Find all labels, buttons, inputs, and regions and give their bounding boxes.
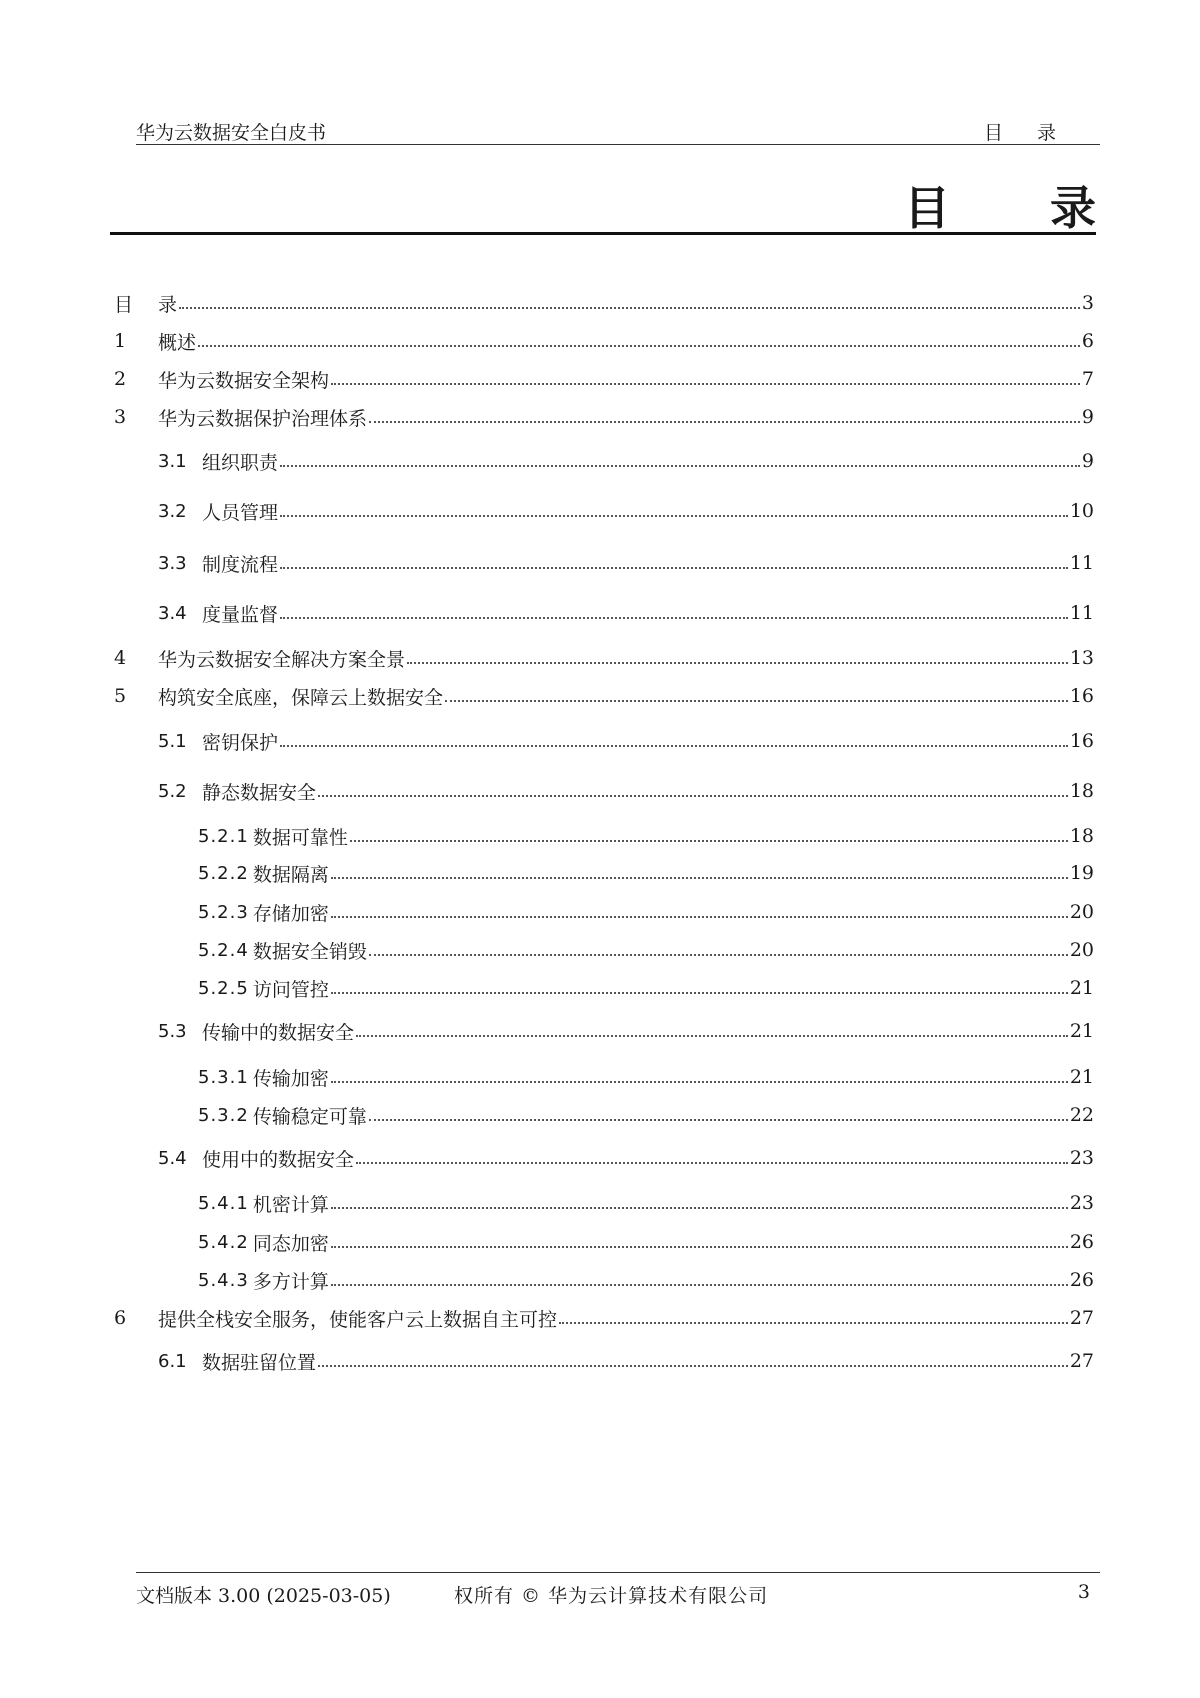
- toc-entry-title: 度量监督: [202, 603, 279, 626]
- toc-entry-number: 5.1: [158, 730, 187, 752]
- toc-dot-leader: [331, 916, 1068, 918]
- toc-entry-title: 同态加密: [252, 1232, 329, 1255]
- toc-entry-title: 概述: [158, 331, 197, 354]
- toc-dot-leader: [280, 465, 1080, 467]
- toc-entry[interactable]: [158, 1143, 1094, 1173]
- toc-entry[interactable]: [158, 1016, 1094, 1046]
- page-footer: [136, 1572, 1100, 1607]
- toc-entry-page: 27: [1069, 1350, 1094, 1372]
- toc-entry-title: 华为云数据保护治理体系: [158, 407, 368, 430]
- toc-dot-leader: [331, 992, 1068, 994]
- toc-entry[interactable]: [114, 364, 1094, 394]
- toc-entry-title: 传输稳定可靠: [252, 1105, 367, 1128]
- toc-entry[interactable]: [114, 288, 1094, 318]
- page-title: 目 录: [903, 181, 1138, 235]
- toc-dot-leader: [331, 1246, 1068, 1248]
- toc-entry[interactable]: [114, 643, 1094, 673]
- toc-entry[interactable]: [158, 1346, 1094, 1376]
- toc-entry-page: 16: [1069, 730, 1094, 752]
- toc-entry-number: 3: [114, 406, 127, 428]
- toc-entry[interactable]: [198, 821, 1094, 851]
- toc-entry-title: 数据安全销毁: [252, 940, 367, 963]
- toc-entry[interactable]: [198, 935, 1094, 965]
- toc-dot-leader: [407, 662, 1068, 664]
- toc-entry[interactable]: [158, 496, 1094, 526]
- toc-dot-leader: [280, 617, 1068, 619]
- toc-entry-page: 23: [1069, 1147, 1094, 1169]
- toc-entry-title: 制度流程: [202, 553, 279, 576]
- toc-dot-leader: [331, 1207, 1068, 1209]
- toc-entry-title: 组织职责: [202, 451, 279, 474]
- toc-entry-title: 数据驻留位置: [202, 1351, 317, 1374]
- toc-entry-number: 3.2: [158, 500, 187, 522]
- toc-entry-title: 人员管理: [202, 501, 279, 524]
- toc-entry-page: 20: [1069, 901, 1094, 923]
- toc-entry-title: 华为云数据安全解决方案全景: [158, 648, 406, 671]
- toc-entry[interactable]: [114, 681, 1094, 711]
- toc-entry-title: 访问管控: [252, 978, 329, 1001]
- toc-entry-page: 11: [1069, 602, 1094, 624]
- toc-entry[interactable]: [158, 776, 1094, 806]
- toc-entry-page: 18: [1069, 825, 1094, 847]
- toc-dot-leader: [280, 745, 1068, 747]
- toc-entry-number: 5.3: [158, 1020, 187, 1042]
- toc-entry-page: 7: [1081, 368, 1094, 390]
- toc-entry[interactable]: [198, 1227, 1094, 1257]
- toc-entry-number: 5.4: [158, 1147, 187, 1169]
- toc-entry-page: 19: [1069, 862, 1094, 884]
- toc-entry[interactable]: [158, 598, 1094, 628]
- toc-dot-leader: [356, 1035, 1068, 1037]
- toc-entry-title: 数据隔离: [252, 863, 329, 886]
- toc-entry-title: 华为云数据安全架构: [158, 369, 330, 392]
- toc-entry-page: 26: [1069, 1231, 1094, 1253]
- toc-entry-page: 11: [1069, 552, 1094, 574]
- toc-entry-title: 存储加密: [252, 902, 329, 925]
- toc-entry-number: 5.2.5: [198, 977, 249, 999]
- toc-dot-leader: [559, 1322, 1068, 1324]
- toc-entry-title: 数据可靠性: [252, 826, 348, 849]
- toc-entry-page: 23: [1069, 1192, 1094, 1214]
- toc-entry-number: 5.3.1: [198, 1066, 249, 1088]
- toc-dot-leader: [445, 700, 1068, 702]
- toc-dot-leader: [369, 954, 1068, 956]
- toc-entry-page: 16: [1069, 685, 1094, 707]
- toc-entry[interactable]: [198, 897, 1094, 927]
- toc-entry[interactable]: [198, 1265, 1094, 1295]
- toc-dot-leader: [318, 1365, 1068, 1367]
- toc-entry-page: 18: [1069, 780, 1094, 802]
- toc-dot-leader: [331, 1081, 1068, 1083]
- toc-dot-leader: [331, 877, 1068, 879]
- footer-copyright: 权所有 © 华为云计算技术有限公司: [454, 1585, 769, 1607]
- toc-entry-page: 6: [1081, 330, 1094, 352]
- toc-dot-leader: [331, 383, 1080, 385]
- toc-entry-number: 5.3.2: [198, 1104, 249, 1126]
- footer-page-number: 3: [1077, 1581, 1090, 1603]
- toc-entry[interactable]: [198, 1062, 1094, 1092]
- header-section-name: 目 录: [983, 122, 1070, 144]
- toc-entry-title: 密钥保护: [202, 731, 279, 754]
- toc-dot-leader: [280, 515, 1068, 517]
- toc-entry-title: 机密计算: [252, 1193, 329, 1216]
- toc-entry[interactable]: [198, 1100, 1094, 1130]
- toc-entry-number: 5: [114, 685, 127, 707]
- toc-entry[interactable]: [158, 726, 1094, 756]
- toc-entry-page: 27: [1069, 1307, 1094, 1329]
- toc-entry-page: 9: [1081, 450, 1094, 472]
- toc-entry[interactable]: [114, 402, 1094, 432]
- toc-entry-page: 21: [1069, 1020, 1094, 1042]
- toc-entry-number: 5.2.4: [198, 939, 249, 961]
- toc-entry-title: 传输中的数据安全: [202, 1021, 355, 1044]
- toc-entry-number: 5.4.3: [198, 1269, 249, 1291]
- toc-entry[interactable]: [198, 858, 1094, 888]
- toc-entry-number: 3.3: [158, 552, 187, 574]
- toc-entry-number: 5.4.1: [198, 1192, 249, 1214]
- toc-entry-title: 使用中的数据安全: [202, 1148, 355, 1171]
- toc-entry-number: 3.1: [158, 450, 187, 472]
- toc-entry-title: 传输加密: [252, 1067, 329, 1090]
- toc-entry[interactable]: [114, 1303, 1094, 1333]
- toc-entry-number: 目: [114, 293, 134, 316]
- toc-entry-page: 21: [1069, 977, 1094, 999]
- toc-entry-number: 6.1: [158, 1350, 187, 1372]
- toc-entry[interactable]: [158, 446, 1094, 476]
- toc-entry-number: 2: [114, 368, 127, 390]
- toc-entry-number: 1: [114, 330, 127, 352]
- toc-entry[interactable]: [114, 326, 1094, 356]
- toc-entry-number: 3.4: [158, 602, 187, 624]
- toc-entry-number: 5.2.1: [198, 825, 249, 847]
- toc-entry[interactable]: [158, 548, 1094, 578]
- toc-entry-title: 构筑安全底座，保障云上数据安全: [158, 686, 444, 709]
- footer-doc-version: 文档版本 3.00 (2025-03-05): [136, 1585, 391, 1607]
- toc-entry-page: 9: [1081, 406, 1094, 428]
- toc-entry-page: 3: [1081, 292, 1094, 314]
- toc-entry-page: 13: [1069, 647, 1094, 669]
- toc-dot-leader: [356, 1162, 1068, 1164]
- toc-dot-leader: [369, 1119, 1068, 1121]
- toc-entry-page: 20: [1069, 939, 1094, 961]
- toc-dot-leader: [318, 795, 1068, 797]
- toc-entry-number: 6: [114, 1307, 127, 1329]
- toc-entry-number: 5.2.3: [198, 901, 249, 923]
- toc-entry-title: 多方计算: [252, 1270, 329, 1293]
- toc-entry-number: 5.4.2: [198, 1231, 249, 1253]
- toc-dot-leader: [280, 567, 1068, 569]
- toc-dot-leader: [369, 421, 1080, 423]
- toc-entry[interactable]: [198, 973, 1094, 1003]
- toc-entry-number: 5.2: [158, 780, 187, 802]
- toc-entry-number: 5.2.2: [198, 862, 249, 884]
- toc-entry-page: 26: [1069, 1269, 1094, 1291]
- toc-dot-leader: [331, 1284, 1068, 1286]
- toc-entry-title: 提供全栈安全服务，使能客户云上数据自主可控: [158, 1308, 558, 1331]
- toc-entry[interactable]: [198, 1188, 1094, 1218]
- toc-dot-leader: [350, 840, 1068, 842]
- toc-entry-number: 4: [114, 647, 127, 669]
- header-doc-title: 华为云数据安全白皮书: [136, 122, 327, 144]
- toc-entry-title: 静态数据安全: [202, 781, 317, 804]
- toc-entry-title: 录: [158, 293, 178, 316]
- toc-entry-page: 21: [1069, 1066, 1094, 1088]
- toc-dot-leader: [179, 307, 1080, 309]
- toc-entry-page: 22: [1069, 1104, 1094, 1126]
- toc-entry-page: 10: [1069, 500, 1094, 522]
- toc-dot-leader: [198, 345, 1080, 347]
